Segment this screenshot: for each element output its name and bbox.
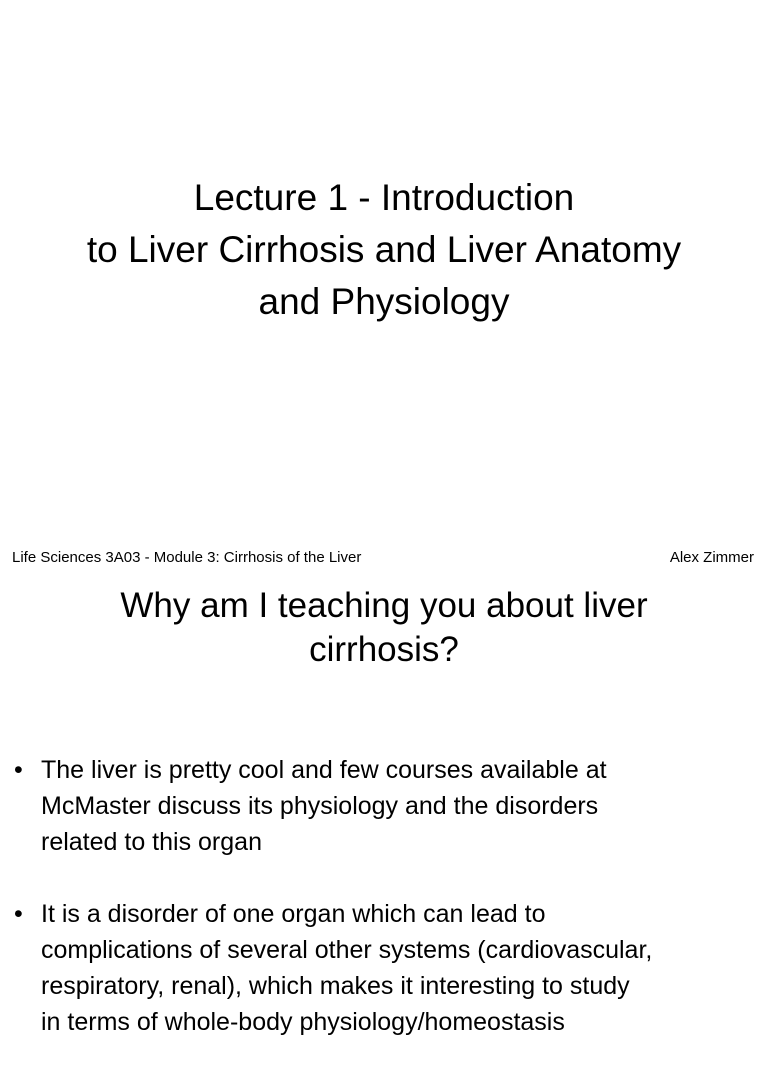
bullet-text-line: complications of several other systems (cardiovascular, xyxy=(41,936,653,964)
slide-2-title-line: cirrhosis? xyxy=(309,630,459,669)
slide-1-title-line: Lecture 1 - Introduction xyxy=(193,177,575,218)
bullet-text-line: It is a disorder of one organ which can lead to xyxy=(41,900,546,928)
author-label: Alex Zimmer xyxy=(669,549,754,566)
course-label: Life Sciences 3A03 - Module 3: Cirrhosis of the Liver xyxy=(12,549,362,566)
bullet-list xyxy=(0,752,768,1076)
slide-footer xyxy=(0,548,768,570)
bullet-icon: • xyxy=(14,756,23,784)
list-item xyxy=(0,752,768,860)
bullet-icon: • xyxy=(14,900,23,928)
bullet-text-line: McMaster discuss its physiology and the disorders xyxy=(41,792,599,820)
slide-1-title-line: and Physiology xyxy=(258,281,510,322)
bullet-text-line: respiratory, renal), which makes it interesting to study xyxy=(41,972,630,1000)
slide-1-title xyxy=(0,172,768,328)
bullet-text-line: in terms of whole-body physiology/homeostasis xyxy=(41,1008,565,1036)
slide-2-title-line: Why am I teaching you about liver xyxy=(120,586,648,625)
slide-1-title-line: to Liver Cirrhosis and Liver Anatomy xyxy=(86,229,682,270)
bullet-text-line: The liver is pretty cool and few courses available at xyxy=(41,756,607,784)
list-item xyxy=(0,896,768,1040)
slide-2 xyxy=(0,570,768,1036)
bullet-text-line: related to this organ xyxy=(41,828,262,856)
slide-2-title xyxy=(0,584,768,672)
